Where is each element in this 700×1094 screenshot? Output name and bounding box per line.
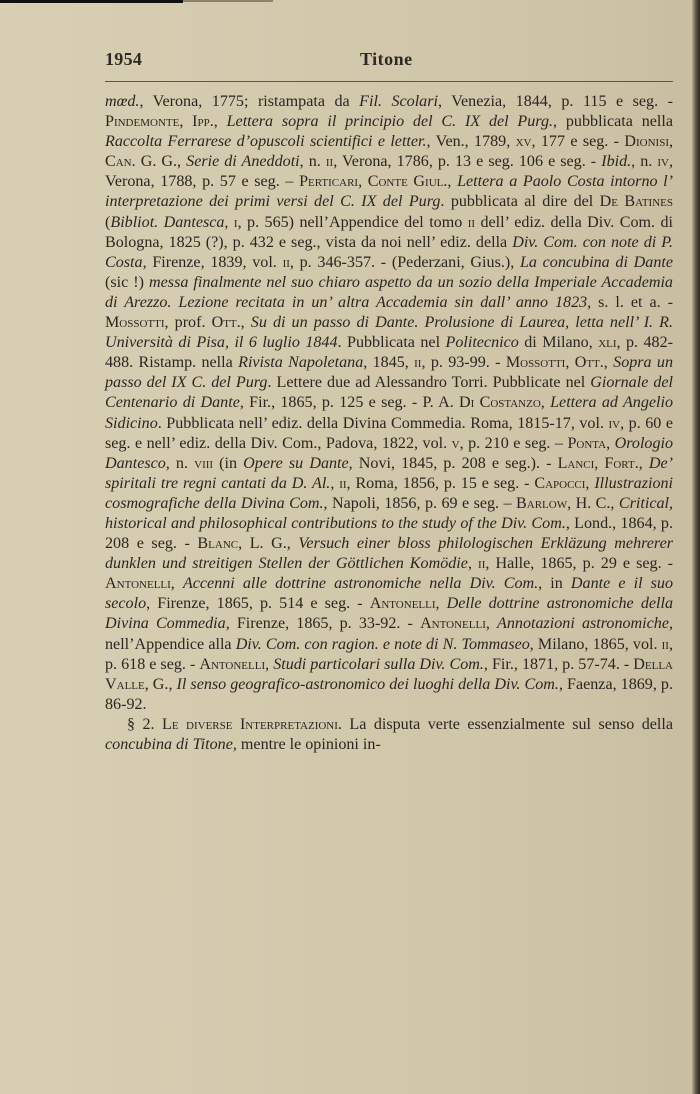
italic-run: Serie di Aneddoti xyxy=(186,153,300,171)
text-run: . pubblicata al dire del xyxy=(440,193,600,211)
small-caps-run: viii xyxy=(194,454,214,472)
italic-run: Accenni alle dottrine astronomiche nella Div. Com. xyxy=(182,575,539,593)
text-run: , xyxy=(603,354,614,372)
text-run: , Firenze, 1865, p. 33-92. - xyxy=(225,615,421,633)
text-run: , Lond., 1864, p. 208 e seg. - xyxy=(105,514,673,553)
italic-run: Bibliot. Dantesca xyxy=(110,213,225,231)
text-run: , in xyxy=(538,575,571,593)
italic-run: Studi particolari sulla Div. Com. xyxy=(273,655,484,673)
running-header xyxy=(105,46,673,72)
running-title: Titone xyxy=(360,49,413,69)
italic-run: Div. Com. con ragion. e note di N. Tommaseo xyxy=(235,635,530,653)
italic-run: Politecnico xyxy=(445,334,519,352)
italic-run: Opere su Dante xyxy=(243,454,349,472)
small-caps-run: xv xyxy=(515,133,532,151)
italic-run: Critical, historical and philosophical contributions to the study of the Div. Com. xyxy=(105,494,674,532)
italic-run: Versuch einer bloss philologischen Erkläzung mehrerer dunklen und streitigen Stellen der Göttlichen Komödie xyxy=(105,535,673,573)
text-run: (sic !) xyxy=(105,273,150,291)
text-run: , p. 618 e seg. - xyxy=(105,635,673,673)
italic-run: Lettera sopra il principio del C. IX del Purg. xyxy=(226,113,554,131)
italic-run: mœd. xyxy=(105,93,140,110)
text-run: , L. G., xyxy=(238,535,299,553)
italic-run: Giornale del Centenario di Dante xyxy=(105,374,673,412)
small-caps-run: Della Valle xyxy=(105,655,673,693)
small-caps-run: ii xyxy=(282,253,290,271)
text-run: . Pubblicata nel xyxy=(337,334,446,352)
italic-run: La concubina di Dante xyxy=(519,253,673,271)
scan-edge-bar xyxy=(0,0,183,3)
text-run: , xyxy=(265,655,274,673)
italic-run: Fil. Scolari xyxy=(359,93,438,110)
text-run: , p. 93-99. - xyxy=(421,354,506,372)
italic-run: Il senso geografico-astronomico dei luoghi della Div. Com. xyxy=(176,675,559,693)
text-run: , p. 346-357. - (Pederzani, Gius.), xyxy=(289,253,520,271)
italic-run: Rivista Napoletana xyxy=(238,354,364,372)
body-text xyxy=(105,92,673,755)
text-run: , xyxy=(240,314,251,332)
small-caps-run: De Batines xyxy=(599,193,673,211)
text-run: . La disputa verte essenzialmente sul senso della xyxy=(337,715,673,733)
italic-run: Delle dottrine astronomiche della Divina Commedia xyxy=(105,595,673,633)
text-run: , H. C., xyxy=(567,494,619,512)
text-run: , Verona, 1788, p. 57 e seg. – xyxy=(105,153,674,191)
small-caps-run: Antonelli xyxy=(420,615,486,633)
text-run: , Firenze, 1839, vol. xyxy=(142,253,283,271)
text-run: , Roma, 1856, p. 15 e seg. - xyxy=(346,474,535,492)
small-caps-run: Lanci, Fort. xyxy=(557,454,639,472)
small-caps-run: ii xyxy=(414,354,422,372)
italic-run: Div. Com. con note di P. Costa xyxy=(105,233,673,271)
text-run: , xyxy=(447,173,458,191)
italic-run: Lettera ad Angelio Sidicino xyxy=(105,394,674,432)
small-caps-run: Dionisi, Can. xyxy=(105,133,674,171)
text-run: , Halle, 1865, p. 29 e seg. - xyxy=(485,555,674,573)
text-run: , xyxy=(170,575,183,593)
text-run: dell’ ediz. della Div. Com. di Bologna, 1825 (?), p. 432 e seg., vista da noi nell’ ediz. della xyxy=(105,213,674,251)
text-run: , xyxy=(330,474,340,492)
text-run: , prof. xyxy=(164,314,212,332)
text-run: § 2. xyxy=(127,715,163,733)
small-caps-run: Antonelli xyxy=(199,655,266,673)
italic-run: Su di un passo di Dante. Prolusione di Laurea, letta nell’ I. R. Università di Pisa, il 6 luglio 1844 xyxy=(105,314,674,352)
text-run: , Verona, 1786, p. 13 e seg. 106 e seg. - xyxy=(333,153,602,171)
text-run: , Venezia, 1844, p. 115 e seg. - xyxy=(437,93,673,110)
small-caps-run: Le diverse Interpretazioni xyxy=(162,715,338,733)
text-run: , Verona, 1775; ristampata da xyxy=(139,93,360,110)
small-caps-run: Barlow xyxy=(516,494,568,512)
text-run: , Novi, 1845, p. 208 e seg.). - xyxy=(348,454,558,472)
small-caps-run: Mossotti xyxy=(105,314,165,332)
text-run: , p. 565) nell’Appendice del tomo xyxy=(237,213,468,231)
text-run: , pubblicata nella xyxy=(553,113,673,131)
text-run: , p. 210 e seg. – xyxy=(459,434,568,452)
page-gutter-shadow xyxy=(692,0,700,1094)
small-caps-run: iv xyxy=(608,414,621,432)
small-caps-run: v xyxy=(451,434,460,452)
small-caps-run: Pindemonte, Ipp. xyxy=(105,113,214,131)
text-run: , xyxy=(485,615,498,633)
text-run: , Fir., 1871, p. 57-74. - xyxy=(483,655,634,673)
italic-run: concubina di Titone xyxy=(105,736,233,753)
italic-run: De’ spiritali tre regni cantati da D. Al. xyxy=(105,454,673,492)
small-caps-run: Capocci xyxy=(534,474,586,492)
page-number: 1954 xyxy=(105,49,143,69)
text-run: , n. xyxy=(631,153,658,171)
small-caps-run: Antonelli xyxy=(105,575,171,593)
text-run: , 1845, xyxy=(363,354,415,372)
italic-run: messa finalmente nel suo chiaro aspetto da un sozio della Imperiale Accademia di Arezzo. Lezione recitata in un’ altra Accademia sin dall’ anno 1823 xyxy=(105,273,673,311)
text-run: , Milano, 1865, vol. xyxy=(529,635,662,653)
text-run: , Firenze, 1865, p. 514 e seg. - xyxy=(146,595,370,613)
small-caps-run: Ott. xyxy=(211,314,241,332)
small-caps-run: ii xyxy=(661,635,669,653)
text-run: , n. xyxy=(165,454,195,472)
text-run: . Lettere due ad Alessandro Torri. Pubblicate nel xyxy=(267,374,591,392)
header-rule xyxy=(105,81,673,82)
small-caps-run: ii xyxy=(478,555,486,573)
text-run: di Milano, xyxy=(518,334,599,352)
text-run: , p. 60 e seg. e nell’ ediz. della Div. Com., Padova, 1822, vol. xyxy=(105,414,674,452)
small-caps-run: ii xyxy=(325,153,334,171)
text-run: , n. xyxy=(299,153,326,171)
text-run: G. G., xyxy=(135,153,187,171)
text-run: , nell’Appendice alla xyxy=(105,615,674,653)
text-run: , 177 e seg. - xyxy=(531,133,625,151)
small-caps-run: Antonelli xyxy=(369,595,436,613)
text-run: , Faenza, 1869, p. 86-92. xyxy=(105,675,673,713)
small-caps-run: i xyxy=(233,213,238,231)
text-run: , s. l. et a. - xyxy=(587,293,673,311)
small-caps-run: Ponta xyxy=(567,434,607,452)
text-run: (in xyxy=(213,454,244,472)
italic-run: Lettera a Paolo Costa intorno l’ interpretazione dei primi versi del C. IX del Purg xyxy=(105,173,674,211)
italic-run: Ibid. xyxy=(601,153,632,171)
small-caps-run: ii xyxy=(339,474,347,492)
scan-edge-mark xyxy=(183,0,273,2)
text-run: ( xyxy=(105,213,111,231)
section-2-paragraph xyxy=(105,715,673,755)
small-caps-run: Di Costanzo xyxy=(459,394,541,412)
text-run: , xyxy=(638,454,649,472)
small-caps-run: iv xyxy=(657,153,669,171)
text-run: , G., xyxy=(144,675,177,693)
italic-run: Sopra un passo del IX C. del Purg xyxy=(105,354,674,392)
italic-run: Raccolta Ferrarese d’opuscoli scientifici e letter. xyxy=(105,133,427,151)
text-run: , p. 482-488. Ristamp. nella xyxy=(105,334,674,372)
text-run: , mentre le opinioni in- xyxy=(232,736,381,753)
text-run: , xyxy=(224,213,234,231)
small-caps-run: Perticari, Conte Giul. xyxy=(299,173,448,191)
text-run: , xyxy=(213,113,227,131)
text-run: , Napoli, 1856, p. 69 e seg. – xyxy=(323,494,517,512)
small-caps-run: Mossotti, Ott. xyxy=(505,354,604,372)
bibliography-paragraph xyxy=(105,92,673,715)
text-run: , xyxy=(585,474,595,492)
text-run: , Fir., 1865, p. 125 e seg. - P. A. xyxy=(239,394,460,412)
text-run: , Ven., 1789, xyxy=(426,133,516,151)
italic-run: Orologio Dantesco xyxy=(105,434,674,472)
text-run: , xyxy=(606,434,615,452)
small-caps-run: Blanc xyxy=(197,535,239,553)
text-run: , xyxy=(435,595,447,613)
italic-run: Annotazioni astronomiche xyxy=(497,615,669,633)
italic-run: Dante e il suo secolo xyxy=(105,575,674,613)
text-run: . Pubblicata nell’ ediz. della Divina Commedia. Roma, 1815-17, vol. xyxy=(157,414,609,432)
small-caps-run: ii xyxy=(467,213,476,231)
small-caps-run: xli xyxy=(598,334,617,352)
italic-run: Illustrazioni cosmografiche della Divina Com. xyxy=(105,474,674,512)
text-run: , xyxy=(540,394,551,412)
text-run: , xyxy=(467,555,479,573)
